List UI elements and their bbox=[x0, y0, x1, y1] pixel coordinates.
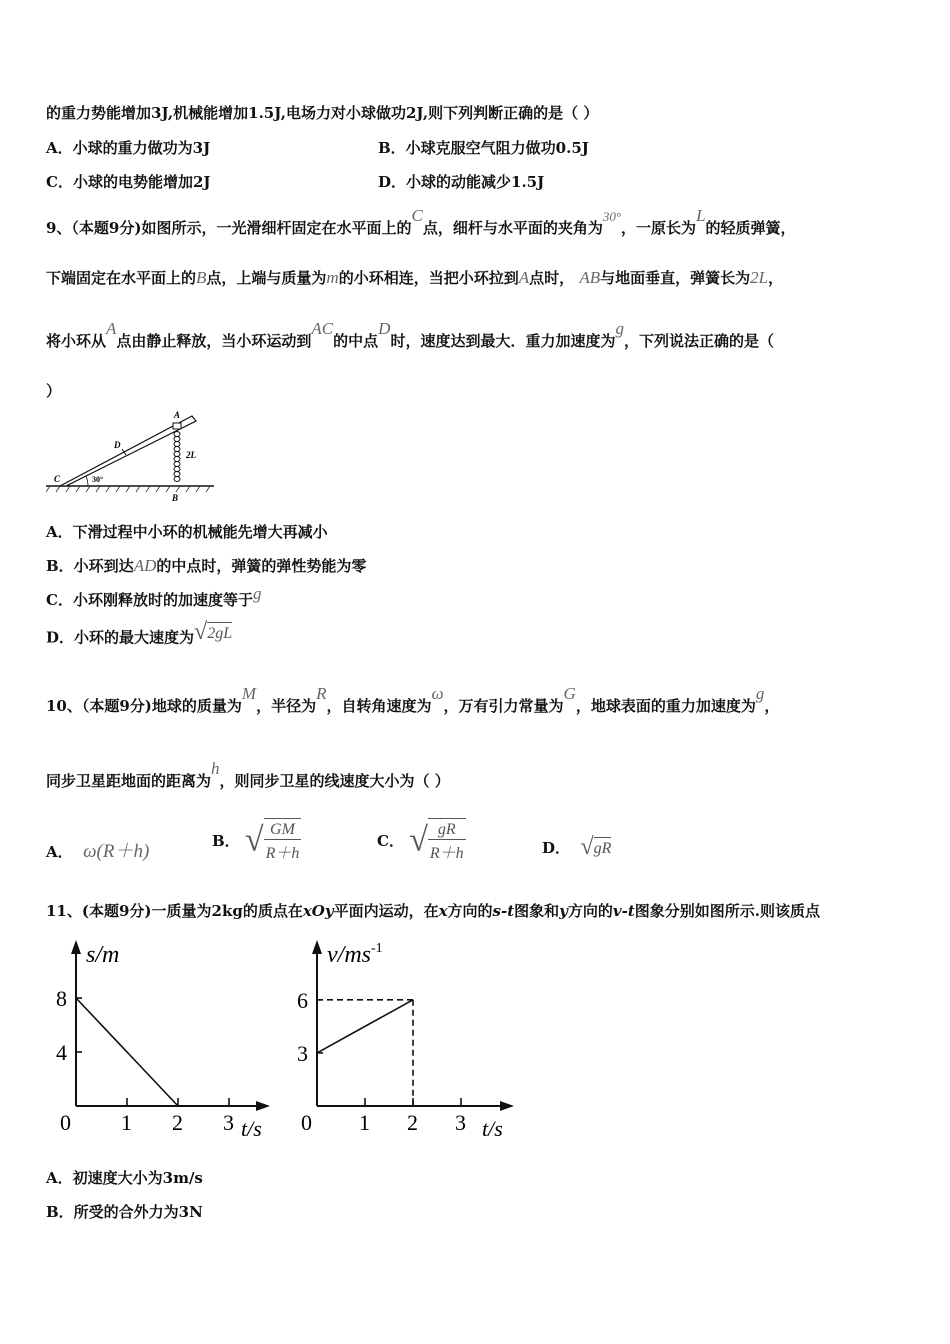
q10-stem-line2: 同步卫星距地面的距离为h，则同步卫星的线速度大小为（ ） bbox=[46, 759, 450, 790]
st-chart-x-arrow bbox=[256, 1101, 270, 1111]
vt-chart-y-arrow bbox=[312, 940, 322, 954]
q9-option-c[interactable]: C．小环刚释放时的加速度等于g bbox=[46, 584, 262, 609]
st-data-line bbox=[76, 998, 178, 1106]
vt-chart bbox=[290, 938, 520, 1143]
q8-option-a[interactable]: A．小球的重力做功为3J bbox=[46, 139, 211, 157]
q9-stem-line3: 将小环从A点由静止释放，当小环运动到AC的中点D时，速度达到最大．重力加速度为g，下列说法正确的是（ bbox=[46, 319, 774, 350]
vt-xtick-label: 2 bbox=[407, 1110, 418, 1135]
q9-figure bbox=[46, 406, 216, 504]
q9-stem-line4: ） bbox=[46, 382, 62, 400]
vt-chart-xlabel: t/s bbox=[482, 1116, 503, 1141]
st-xtick-label: 2 bbox=[172, 1110, 183, 1135]
st-xtick-label: 1 bbox=[121, 1110, 132, 1135]
q8-option-b[interactable]: B．小球克服空气阻力做功0.5J bbox=[378, 139, 589, 157]
q9-option-d[interactable]: D．小环的最大速度为√2gL bbox=[46, 619, 233, 647]
q10-stem-line1: 10、（本题9分)地球的质量为M，半径为R，自转角速度为ω，万有引力常量为G，地球表面的重力加速度为g， bbox=[46, 684, 780, 715]
q8-stem-tail: 的重力势能增加3J,机械能增加1.5J,电场力对小球做功2J,则下列判断正确的是（ ） bbox=[46, 104, 599, 122]
vt-ytick-label: 3 bbox=[297, 1040, 308, 1066]
q10-option-d[interactable]: D． √gR bbox=[542, 834, 612, 860]
q11-option-a[interactable]: A．初速度大小为3m/s bbox=[46, 1169, 203, 1187]
vt-xtick-label: 3 bbox=[455, 1110, 466, 1135]
q9-figure-label-d: D bbox=[114, 440, 121, 450]
q9-figure-label-angle: 30° bbox=[92, 475, 104, 484]
q10-option-b[interactable]: B． √ $\frac{GM}{R+h}$ bbox=[212, 818, 301, 863]
q10-option-a[interactable]: A． ω(R＋h) bbox=[46, 841, 150, 862]
q10-option-c[interactable]: C． √ $\frac{gR}{R+h}$ bbox=[377, 818, 466, 863]
st-ytick-label: 8 bbox=[56, 986, 67, 1011]
q9-figure-label-b: B bbox=[172, 493, 179, 503]
q9-figure-label-2l: 2L bbox=[186, 450, 196, 460]
vt-chart-x-arrow bbox=[500, 1101, 514, 1111]
st-chart bbox=[46, 938, 276, 1143]
st-xtick-label: 3 bbox=[223, 1110, 234, 1135]
st-chart-y-arrow bbox=[71, 940, 81, 954]
st-chart-ylabel: s/m bbox=[86, 942, 120, 968]
st-xtick-label: 0 bbox=[60, 1110, 71, 1135]
vt-xtick-label: 1 bbox=[359, 1110, 370, 1135]
vt-data-line bbox=[317, 1000, 413, 1053]
q9-stem-line2: 下端固定在水平面上的B点，上端与质量为m的小环相连，当把小环拉到A点时， AB与地面垂直，弹簧长为2L， bbox=[46, 268, 784, 287]
st-chart-xlabel: t/s bbox=[241, 1116, 262, 1141]
q9-figure-label-a: A bbox=[174, 410, 181, 420]
q9-figure-label-c: C bbox=[54, 474, 61, 484]
q9-stem-line1: 9、（本题9分)如图所示，一光滑细杆固定在水平面上的C点，细杆与水平面的夹角为30°，一原长为L的轻质弹簧， bbox=[46, 206, 796, 237]
q8-option-c[interactable]: C．小球的电势能增加2J bbox=[46, 173, 211, 191]
q11-option-b[interactable]: B．所受的合外力为3N bbox=[46, 1203, 203, 1221]
vt-ytick-label: 6 bbox=[297, 987, 308, 1013]
q11-stem: 11、(本题9分)一质量为2kg的质点在xOy平面内运动，在x方向的s-t图象和y方向的v-t图象分别如图所示.则该质点 bbox=[46, 902, 821, 920]
q9-option-b[interactable]: B．小环到达AD的中点时，弹簧的弹性势能为零 bbox=[46, 556, 367, 575]
q8-option-d[interactable]: D．小球的动能减少1.5J bbox=[378, 173, 545, 191]
st-ytick-label: 4 bbox=[56, 1040, 67, 1065]
vt-chart-ylabel: $v/ms^{-1}$ bbox=[327, 941, 383, 968]
q9-option-a[interactable]: A．下滑过程中小环的机械能先增大再减小 bbox=[46, 523, 328, 541]
vt-xtick-label: 0 bbox=[301, 1110, 312, 1135]
